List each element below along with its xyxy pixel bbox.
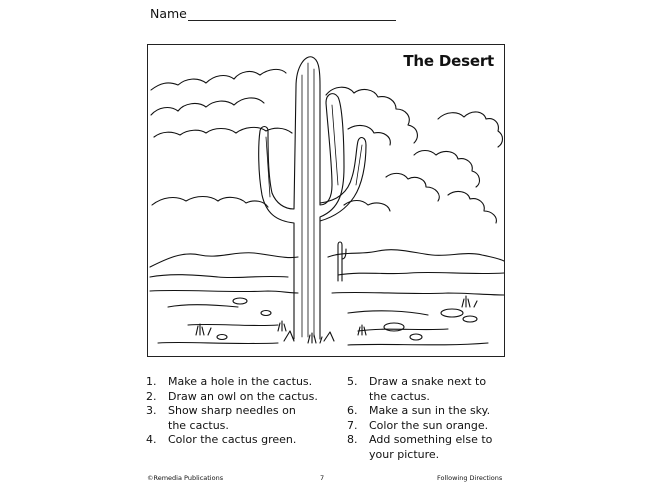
direction-text: Make a sun in the sky. xyxy=(369,404,491,418)
direction-number: 2. xyxy=(146,389,157,403)
direction-number: 4. xyxy=(146,433,157,447)
direction-item xyxy=(347,419,492,434)
direction-item-continued xyxy=(347,390,492,405)
direction-number: 5. xyxy=(347,375,358,388)
direction-number: 8. xyxy=(347,433,358,447)
direction-number: 6. xyxy=(347,404,358,418)
name-label: Name xyxy=(150,6,187,21)
direction-text: Make a hole in the cactus. xyxy=(168,375,313,388)
direction-item xyxy=(347,433,492,448)
directions-column-left xyxy=(146,375,318,448)
footer-publisher: ©Remedia Publications xyxy=(147,474,224,482)
direction-text: Color the cactus green. xyxy=(168,433,297,447)
direction-number: 7. xyxy=(347,418,358,432)
direction-text: your picture. xyxy=(369,447,440,461)
direction-item xyxy=(146,390,318,405)
direction-number: 1. xyxy=(146,375,157,388)
direction-text: the cactus. xyxy=(369,389,430,403)
direction-item xyxy=(347,404,492,419)
direction-item xyxy=(146,375,318,390)
direction-item xyxy=(347,375,492,390)
direction-text: Color the sun orange. xyxy=(369,418,489,432)
name-field[interactable] xyxy=(150,6,396,21)
footer-page-number: 7 xyxy=(320,474,325,482)
direction-text: Draw an owl on the cactus. xyxy=(168,389,318,403)
directions-column-right xyxy=(347,375,492,463)
direction-number: 3. xyxy=(146,404,157,418)
desert-illustration xyxy=(148,45,505,357)
picture-title: The Desert xyxy=(403,52,494,70)
direction-text: Add something else to xyxy=(369,433,493,447)
direction-text: Draw a snake next to xyxy=(369,375,487,388)
direction-item xyxy=(146,433,318,448)
direction-text: the cactus. xyxy=(168,418,229,432)
direction-item-continued xyxy=(146,419,318,434)
direction-item xyxy=(146,404,318,419)
desert-picture-frame xyxy=(147,44,505,357)
name-line[interactable] xyxy=(188,7,396,21)
direction-item-continued xyxy=(347,448,492,463)
direction-text: Show sharp needles on xyxy=(168,404,296,418)
footer-book-title: Following Directions xyxy=(437,474,503,482)
